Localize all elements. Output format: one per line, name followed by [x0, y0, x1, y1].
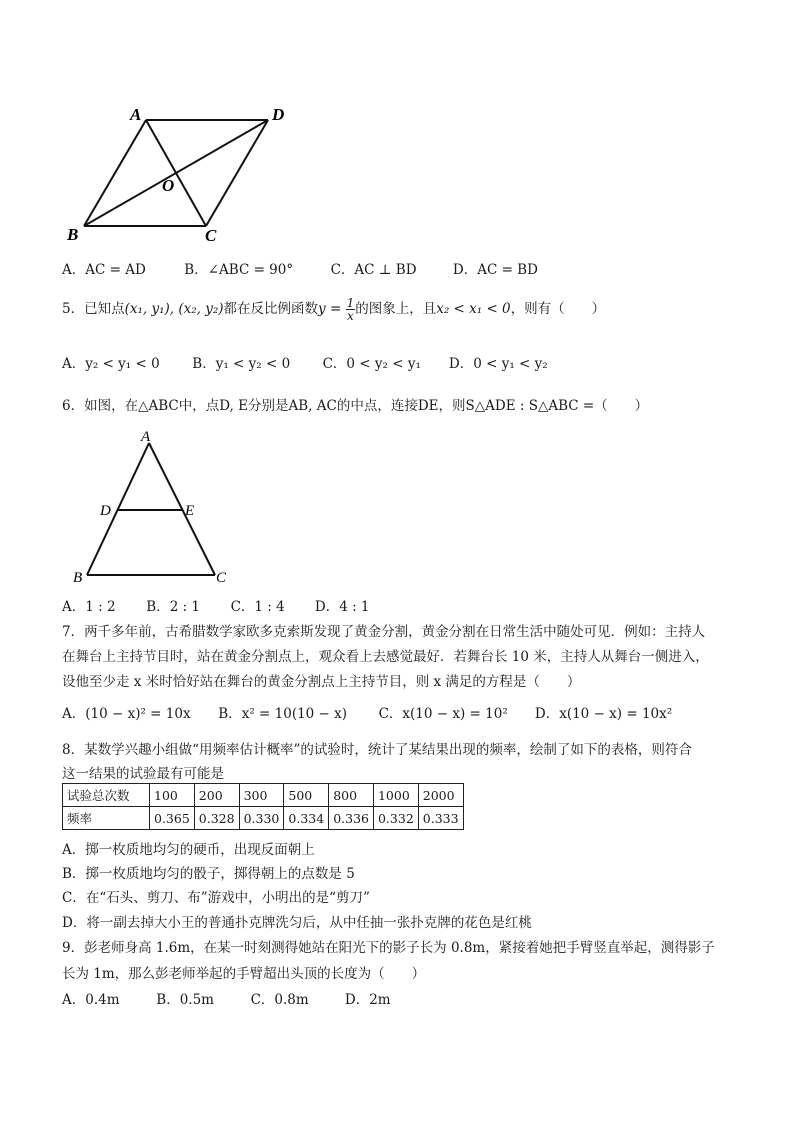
q5-option-a[interactable]: A．y₂ < y₁ < 0 — [62, 356, 160, 372]
table-cell: 1000 — [373, 784, 418, 807]
table-cell: 0.328 — [194, 807, 239, 830]
q5-option-d[interactable]: D．0 < y₁ < y₂ — [448, 356, 548, 372]
q8-line-1: 8．某数学兴趣小组做“用频率估计概率”的试验时，统计了某结果出现的频率，绘制了如下的表格，则符合 — [62, 742, 692, 758]
label-d: D — [100, 503, 111, 519]
q5-options — [62, 352, 548, 372]
q5-fraction — [346, 297, 356, 322]
q9-line-2: 长为 1m，那么彭老师举起的手臂超出头顶的长度为（ ） — [62, 966, 426, 982]
q5-stem-d: ，则有（ ） — [510, 301, 606, 317]
table-cell: 500 — [284, 784, 329, 807]
table-cell: 0.334 — [284, 807, 329, 830]
label-c: C — [216, 570, 227, 586]
q7-option-b[interactable]: B．x² = 10(10 − x) — [218, 706, 348, 722]
q7-option-c[interactable]: C．x(10 − x) = 10² — [378, 706, 508, 722]
q9-option-c[interactable]: C．0.8m — [250, 992, 309, 1008]
label-e: E — [185, 503, 195, 519]
table-cell: 200 — [194, 784, 239, 807]
label-b: B — [67, 225, 79, 244]
q9-option-a[interactable]: A．0.4m — [62, 992, 120, 1008]
figure-triangle — [0, 425, 260, 595]
q7-options — [62, 702, 672, 722]
q8-option-a[interactable]: A．掷一枚质地均匀的硬币，出现反面朝上 — [62, 842, 315, 858]
label-d: D — [272, 105, 285, 124]
diagonal-bd — [84, 120, 268, 226]
q7-line-2: 在舞台上主持节目时，站在黄金分割点上，观众看上去感觉最好．若舞台长 10 米，主持人从舞台一侧进入， — [62, 649, 709, 665]
q5-stem-a: 5．已知点 — [62, 301, 125, 317]
table-cell: 100 — [150, 784, 195, 807]
q5-cond: x₂ < x₁ < 0 — [436, 301, 511, 317]
q7-option-a[interactable]: A．(10 − x)² = 10x — [62, 706, 191, 722]
q5-stem — [62, 296, 605, 322]
q9-option-b[interactable]: B．0.5m — [156, 992, 214, 1008]
q5-option-b[interactable]: B．y₁ < y₂ < 0 — [192, 356, 291, 372]
frequency-table — [62, 783, 464, 830]
q8-line-2: 这一结果的试验最有可能是 — [62, 766, 224, 782]
q6-option-a[interactable]: A．1 : 2 — [62, 599, 116, 615]
q7-option-d[interactable]: D．x(10 − x) = 10x² — [534, 706, 673, 722]
table-cell: 300 — [239, 784, 284, 807]
side-cd — [206, 120, 268, 226]
q4-option-a[interactable]: A．AC = AD — [62, 262, 146, 278]
table-cell: 0.330 — [239, 807, 284, 830]
q8-option-c[interactable]: C．在“石头、剪刀、布”游戏中，小明出的是“剪刀” — [62, 890, 370, 906]
q5-option-c[interactable]: C．0 < y₂ < y₁ — [322, 356, 421, 372]
label-b: B — [73, 570, 83, 586]
figure-parallelogram — [0, 0, 320, 255]
side-ab — [84, 120, 146, 226]
label-a: A — [141, 429, 151, 445]
label-c: C — [205, 226, 217, 245]
table-cell: 800 — [329, 784, 374, 807]
q5-stem-b: 都在反比例函数 — [223, 301, 319, 317]
table-row — [63, 784, 464, 807]
q8-option-b[interactable]: B．掷一枚质地均匀的骰子，掷得朝上的点数是 5 — [62, 866, 355, 882]
table-cell: 0.333 — [418, 807, 463, 830]
q5-func-lhs: y = — [318, 301, 342, 317]
q8-option-d[interactable]: D．将一副去掉大小王的普通扑克牌洗匀后，从中任抽一张扑克牌的花色是红桃 — [62, 915, 532, 931]
table-row — [63, 807, 464, 830]
q5-stem-c: 的图象上，且 — [355, 301, 437, 317]
q6-stem: 6．如图，在△ABC中，点D, E分别是AB, AC的中点，连接DE，则S△ADE : S△ABC =（ ） — [62, 398, 649, 414]
q6-option-b[interactable]: B．2 : 1 — [146, 599, 201, 615]
q4-option-c[interactable]: C．AC ⊥ BD — [330, 262, 417, 278]
table-cell: 2000 — [418, 784, 463, 807]
q5-frac-num: 1 — [346, 296, 355, 310]
label-o: O — [162, 176, 175, 195]
q5-points: (x₁, y₁), (x₂, y₂) — [124, 301, 224, 317]
table-header-cell: 试验总次数 — [63, 784, 150, 807]
q7-line-1: 7．两千多年前，古希腊数学家欧多克索斯发现了黄金分割，黄金分割在日常生活中随处可见．例如：主持人 — [62, 624, 706, 640]
q7-line-3: 设他至少走 x 米时恰好站在舞台的黄金分割点上主持节目，则 x 满足的方程是（ ） — [62, 674, 581, 690]
q9-options — [62, 988, 391, 1008]
table-cell: 0.332 — [373, 807, 418, 830]
q6-option-d[interactable]: D．4 : 1 — [314, 599, 370, 615]
label-a: A — [130, 105, 142, 124]
table-header-cell: 频率 — [63, 807, 150, 830]
q6-options — [62, 595, 370, 615]
q5-frac-den: x — [347, 309, 354, 323]
q4-option-b[interactable]: B．∠ABC = 90° — [184, 262, 294, 278]
q4-options — [62, 258, 538, 278]
table-cell: 0.365 — [150, 807, 195, 830]
q4-option-d[interactable]: D．AC = BD — [452, 262, 538, 278]
q9-line-1: 9．彭老师身高 1.6m，在某一时刻测得她站在阳光下的影子长为 0.8m，紧接着她把手臂竖直举起，测得影子 — [62, 940, 715, 956]
q9-option-d[interactable]: D．2m — [344, 992, 391, 1008]
table-cell: 0.336 — [329, 807, 374, 830]
q6-option-c[interactable]: C．1 : 4 — [230, 599, 285, 615]
